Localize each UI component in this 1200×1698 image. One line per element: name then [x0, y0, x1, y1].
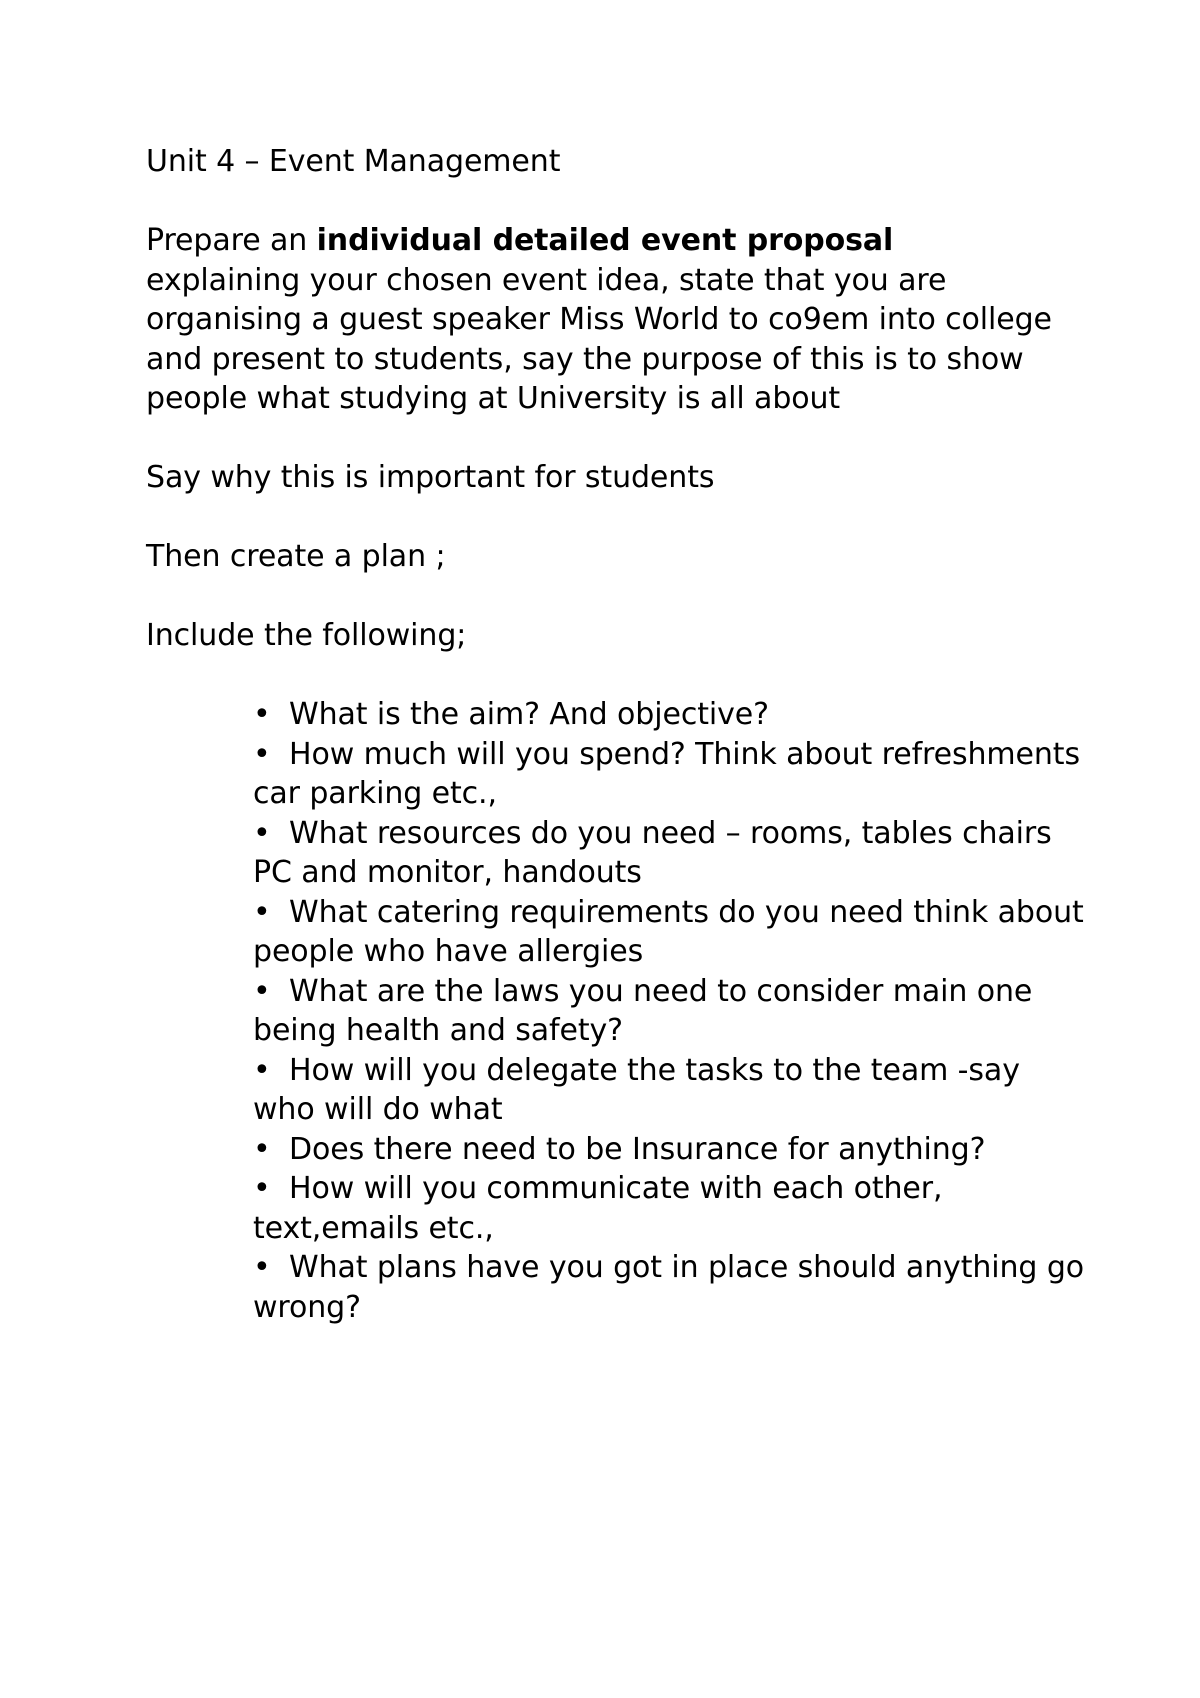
list-item-text: What plans have you got in place should anything go wrong? — [253, 1250, 1085, 1325]
bullet-icon: • — [253, 973, 271, 1009]
list-item-text: How much will you spend? Think about refreshments car parking etc., — [253, 736, 1080, 811]
list-item-text: Does there need to be Insurance for anything? — [289, 1131, 986, 1167]
bullet-icon: • — [253, 815, 271, 851]
list-item — [253, 893, 1086, 972]
plan-paragraph: Then create a plan ; — [146, 539, 446, 574]
bullet-icon: • — [253, 894, 271, 930]
list-item — [253, 1169, 1086, 1248]
list-item — [253, 972, 1086, 1051]
list-item-text: How will you communicate with each other, text,emails etc., — [253, 1171, 943, 1246]
bullet-icon: • — [253, 697, 271, 732]
requirements-list — [146, 695, 1086, 1327]
bullet-icon: • — [253, 1052, 271, 1088]
list-item — [253, 735, 1086, 814]
intro-paragraph — [146, 221, 1086, 419]
list-item — [253, 814, 1086, 893]
list-item-text: What resources do you need – rooms, tables chairs PC and monitor, handouts — [253, 815, 1052, 890]
why-paragraph: Say why this is important for students — [146, 460, 715, 495]
spacer — [146, 182, 1086, 222]
document-content — [146, 142, 1086, 1327]
spacer — [146, 656, 1086, 696]
list-item-text: How will you delegate the tasks to the team -say who will do what — [253, 1052, 1020, 1127]
spacer — [146, 577, 1086, 617]
bullet-icon: • — [253, 736, 271, 772]
bullet-icon: • — [253, 1250, 271, 1285]
include-paragraph: Include the following; — [146, 618, 467, 653]
list-item-text: What is the aim? And objective? — [289, 697, 769, 732]
list-item — [253, 1248, 1086, 1327]
list-item-text: What are the laws you need to consider main one being health and safety? — [253, 973, 1033, 1048]
spacer — [146, 498, 1086, 538]
bullet-icon: • — [253, 1171, 271, 1206]
intro-rest: explaining your chosen event idea, state that you are organising a guest speaker Miss World to co9em into college and present to students, say the purpose of this is to show people what studying at University is all about — [146, 262, 1052, 416]
list-item — [253, 1051, 1086, 1130]
list-item — [253, 1130, 1086, 1170]
list-item — [253, 695, 1086, 735]
intro-bold: individual detailed event proposal — [316, 223, 894, 258]
list-item-text: What catering requirements do you need think about people who have allergies — [253, 894, 1084, 969]
bullet-icon: • — [253, 1131, 271, 1167]
document-title: Unit 4 – Event Management — [146, 144, 561, 179]
spacer — [146, 419, 1086, 459]
intro-lead: Prepare an — [146, 223, 317, 258]
